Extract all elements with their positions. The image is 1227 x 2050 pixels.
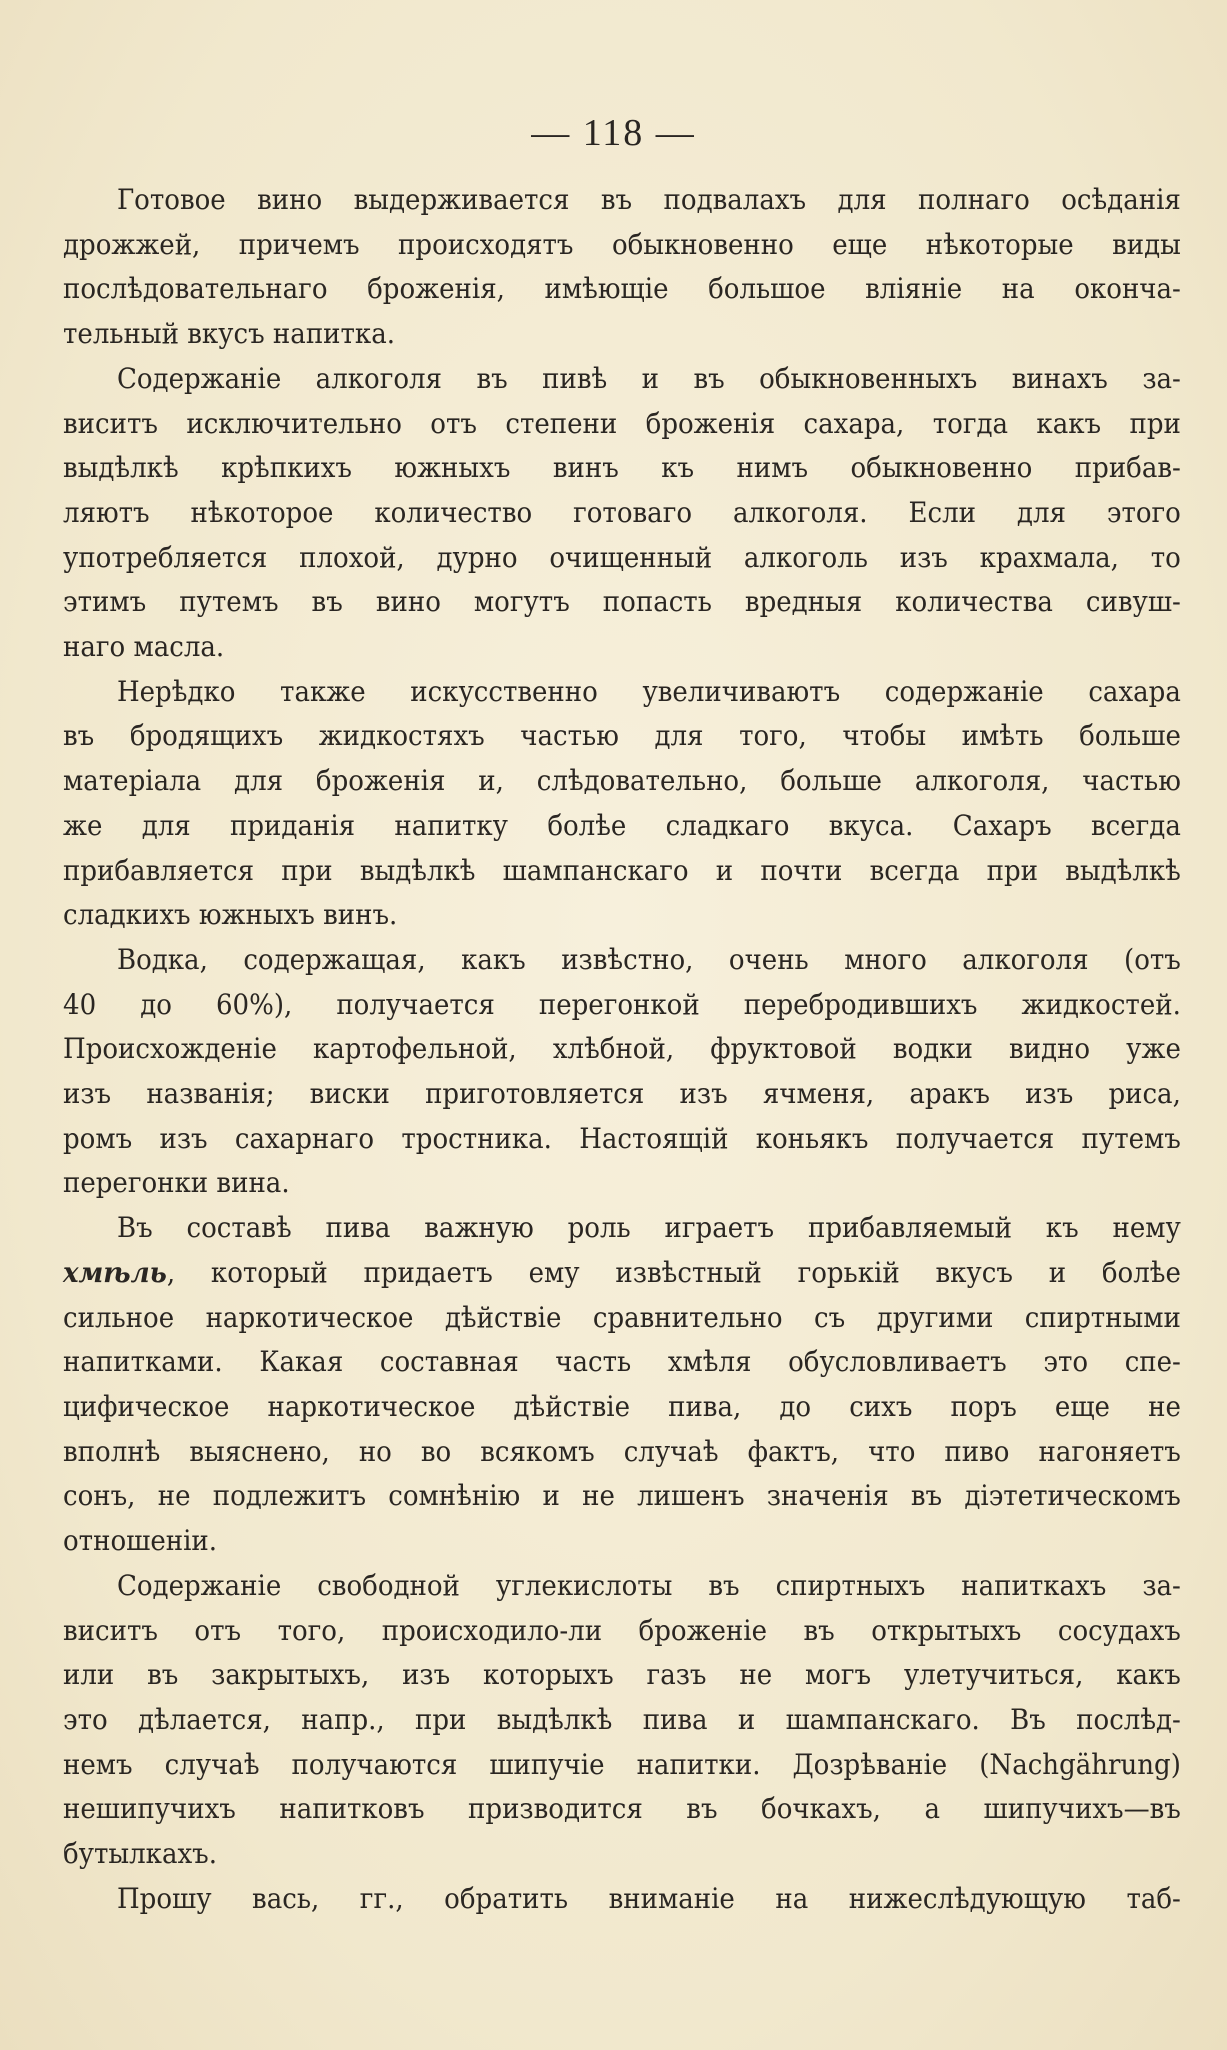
text-line: отношеніи. — [63, 1524, 218, 1558]
text-line: дрожжей, причемъ происходятъ обыкновенно еще нѣкоторые виды — [63, 227, 1181, 261]
text-line: наго масла. — [63, 630, 225, 664]
text-line: прибавляется при выдѣлкѣ шампанскаго и почти всегда при выдѣлкѣ — [63, 853, 1181, 887]
text-body — [63, 178, 1181, 1921]
text-line: немъ случаѣ получаются шипучіе напитки. Дозрѣваніе (Nachgährung) — [63, 1747, 1181, 1781]
text-line: виситъ отъ того, происходило-ли броженіе въ открытыхъ сосудахъ — [63, 1613, 1181, 1647]
text-line: изъ названія; виски приготовляется изъ ячменя, аракъ изъ риса, — [63, 1077, 1181, 1111]
emphasized-term: хмѣль — [63, 1255, 167, 1289]
paragraph — [63, 357, 1181, 670]
text-line: Прошу вась, гг., обратить вниманіе на нижеслѣдующую таб- — [116, 1881, 1181, 1915]
text-line: 40 до 60%), получается перегонкой перебродившихъ жидкостей. — [63, 987, 1181, 1021]
page-number: — 118 — — [531, 112, 696, 154]
paragraph — [63, 1564, 1181, 1877]
paragraph — [63, 1206, 1181, 1564]
text-line: сонъ, не подлежитъ сомнѣнію и не лишенъ значенія въ діэтетическомъ — [63, 1479, 1181, 1513]
text-line: тельный вкусъ напитка. — [63, 317, 396, 351]
text-line: ляютъ нѣкоторое количество готоваго алкоголя. Если для этого — [63, 495, 1181, 529]
paragraph — [63, 178, 1181, 357]
text-line: въ бродящихъ жидкостяхъ частью для того, чтобы имѣть больше — [63, 719, 1181, 753]
text-line: вполнѣ выяснено, но во всякомъ случаѣ фактъ, что пиво нагоняетъ — [63, 1434, 1181, 1468]
text-line: Содержаніе алкоголя въ пивѣ и въ обыкновенныхъ винахъ за- — [116, 361, 1181, 395]
text-line: Содержаніе свободной углекислоты въ спиртныхъ напиткахъ за- — [116, 1568, 1181, 1602]
text-line: перегонки вина. — [63, 1166, 290, 1200]
text-line: виситъ исключительно отъ степени броженія сахара, тогда какъ при — [63, 406, 1181, 440]
text-line: Водка, содержащая, какъ извѣстно, очень много алкоголя (отъ — [116, 942, 1181, 976]
text-line: этимъ путемъ въ вино могутъ попасть вредныя количества сивуш- — [63, 585, 1181, 619]
text-line: Происхожденіе картофельной, хлѣбной, фруктовой водки видно уже — [63, 1032, 1181, 1066]
text-line: же для приданія напитку болѣе сладкаго вкуса. Сахаръ всегда — [63, 808, 1181, 842]
text-line: или въ закрытыхъ, изъ которыхъ газъ не могъ улетучиться, какъ — [63, 1658, 1181, 1692]
paragraph — [63, 670, 1181, 938]
text-line: употребляется плохой, дурно очищенный алкоголь изъ крахмала, то — [63, 540, 1181, 574]
paragraph — [63, 938, 1181, 1206]
text-line: выдѣлкѣ крѣпкихъ южныхъ винъ къ нимъ обыкновенно прибав- — [63, 451, 1181, 485]
text-line: нешипучихъ напитковъ призводится въ бочкахъ, а шипучихъ—въ — [63, 1792, 1181, 1826]
text-line: сладкихъ южныхъ винъ. — [63, 898, 398, 932]
text-line: напитками. Какая составная часть хмѣля обусловливаетъ это спе- — [63, 1345, 1181, 1379]
text-line: сильное наркотическое дѣйствіе сравнительно съ другими спиртными — [63, 1300, 1181, 1334]
text-line: ромъ изъ сахарнаго тростника. Настоящій коньякъ получается путемъ — [63, 1121, 1181, 1155]
text-line: бутылкахъ. — [63, 1837, 218, 1871]
text-line-with-emphasis — [63, 1251, 1181, 1296]
text-line: цифическое наркотическое дѣйствіе пива, до сихъ поръ еще не — [63, 1389, 1181, 1423]
text-line: матеріала для броженія и, слѣдовательно, больше алкоголя, частью — [63, 764, 1181, 798]
text-line: Готовое вино выдерживается въ подвалахъ для полнаго осѣданія — [116, 183, 1181, 216]
text-line: Нерѣдко также искусственно увеличиваютъ содержаніе сахара — [116, 674, 1181, 708]
text-line: послѣдовательнаго броженія, имѣющіе большое вліяніе на оконча- — [63, 272, 1181, 306]
text-line: Въ составѣ пива важную роль играетъ прибавляемый къ нему — [116, 1211, 1181, 1245]
text-line-rest: , который придаетъ ему извѣстный горькій вкусъ и болѣе — [166, 1255, 1181, 1289]
text-line: это дѣлается, напр., при выдѣлкѣ пива и шампанскаго. Въ послѣд- — [63, 1702, 1181, 1736]
paragraph — [63, 1877, 1181, 1922]
